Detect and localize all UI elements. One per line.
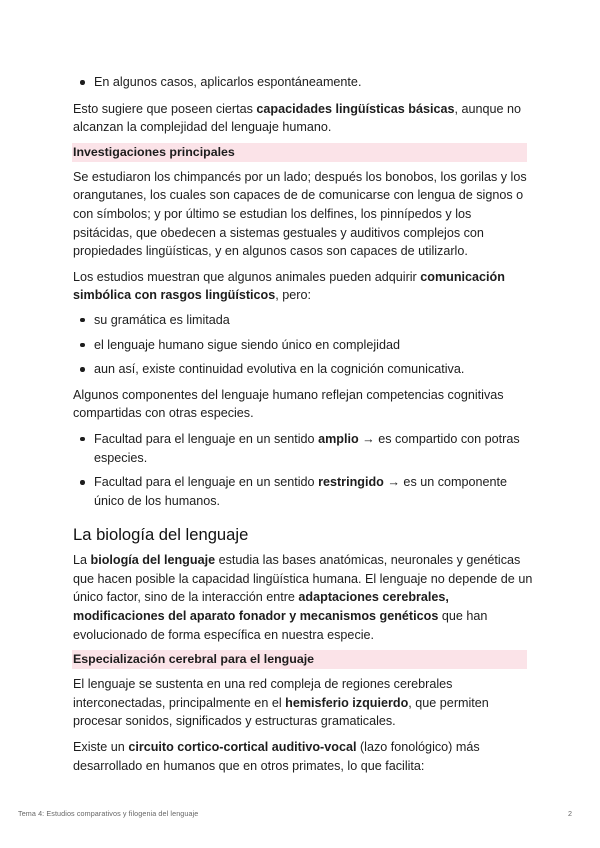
page-number: 2 <box>568 809 572 818</box>
paragraph-estudios: Los estudios muestran que algunos animales pueden adquirir comunicación simbólica con rasgos lingüísticos, pero: <box>73 269 505 303</box>
list-item: En algunos casos, aplicarlos espontáneamente. <box>73 73 533 92</box>
document-page <box>73 70 533 775</box>
paragraph-biologia: La biología del lenguaje estudia las bases anatómicas, neuronales y genéticas que hacen posible la capacidad lingüística humana. El lenguaje no depende de un único factor, sino de la interacción entre adaptaciones cerebrales, modificaciones del aparato fonador y mecanismos genéticos que han evolucionado de forma específica en nuestra especie. <box>73 553 533 642</box>
list-item: Facultad para el lenguaje en un sentido amplio → es compartido con potras especies. <box>73 430 533 467</box>
paragraph-sustenta: El lenguaje se sustenta en una red compleja de regiones cerebrales interconectadas, principalmente en el hemisferio izquierdo, que permiten procesar sonidos, significados y estructuras gramaticales. <box>73 677 489 729</box>
pero-list <box>73 311 533 379</box>
section-title-biologia: La biología del lenguaje <box>73 525 249 545</box>
list-item: aun así, existe continuidad evolutiva en la cognición comunicativa. <box>73 360 533 379</box>
intro-list <box>73 73 533 92</box>
paragraph-estudiaron: Se estudiaron los chimpancés por un lado; después los bonobos, los gorilas y los orangutanes, los cuales son capaces de de comunicarse con lengua de signos o con símbolos; y por último se estudian los delfines, los pinnípedos y los psitácidas, que obedecen a sistemas gestuales y auditivos complejos con propiedades lingüísticas, y en algunos casos son capaces de utilizarlo. <box>73 169 527 259</box>
list-item: el lenguaje humano sigue siendo único en complejidad <box>73 336 533 355</box>
list-item: su gramática es limitada <box>73 311 533 330</box>
paragraph-componentes: Algunos componentes del lenguaje humano reflejan competencias cognitivas compartidas con otras especies. <box>73 387 504 421</box>
list-item: Facultad para el lenguaje en un sentido restringido → es un componente único de los humanos. <box>73 473 533 510</box>
footer-title: Tema 4: Estudios comparativos y filogenia del lenguaje <box>18 809 199 818</box>
facultad-list <box>73 430 533 510</box>
paragraph-circuito: Existe un circuito cortico-cortical auditivo-vocal (lazo fonológico) más desarrollado en humanos que en otros primates, lo que facilita: <box>73 740 480 773</box>
heading-especializacion: Especialización cerebral para el lenguaje <box>72 650 527 669</box>
paragraph-capacidades: Esto sugiere que poseen ciertas capacidades lingüísticas básicas, aunque no alcanzan la complejidad del lenguaje humano. <box>73 101 522 135</box>
heading-investigaciones: Investigaciones principales <box>72 143 527 162</box>
